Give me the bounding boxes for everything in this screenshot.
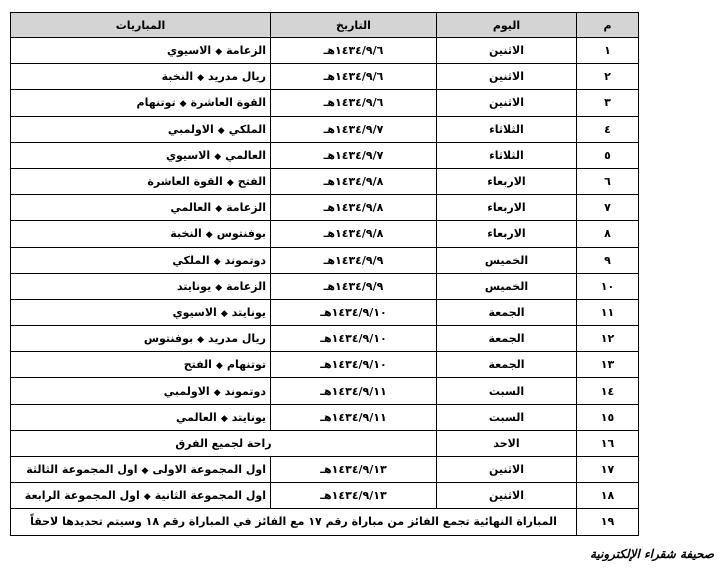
separator-icon: ◆ [214,151,222,162]
header-num: م [577,13,639,38]
team-b: اول المجموعة الثالثة [26,463,138,477]
row-date: ١٤٣٤/٩/٦هـ [271,64,437,90]
separator-icon: ◆ [226,178,234,189]
row-day: السبت [437,378,577,404]
table-row [11,247,639,273]
row-date: ١٤٣٤/٩/٩هـ [271,247,437,273]
header-date: التاريخ [271,13,437,38]
row-match [11,221,271,247]
row-num: ١ [577,38,639,64]
row-date: ١٤٣٤/٩/١١هـ [271,404,437,430]
row-day: الاثنين [437,38,577,64]
team-a: ريال مدريد [208,70,266,84]
table-row [11,90,639,116]
row-match [11,326,271,352]
row-day: الجمعة [437,326,577,352]
separator-icon: ◆ [215,361,223,372]
header-day: اليوم [437,13,577,38]
team-a: دوتموند [224,384,266,398]
row-num: ١٨ [577,483,639,509]
row-day: الاثنين [437,64,577,90]
special-rows [11,430,639,535]
team-b: العالمي [175,410,217,424]
row-date: ١٤٣٤/٩/٨هـ [271,168,437,194]
separator-icon: ◆ [220,308,228,319]
row-match [11,64,271,90]
row-day: الخميس [437,247,577,273]
row-match [11,195,271,221]
row-day: الخميس [437,273,577,299]
table-row [11,430,639,456]
row-num: ٦ [577,168,639,194]
row-date: ١٤٣٤/٩/٨هـ [271,195,437,221]
row-date: ١٤٣٤/٩/٩هـ [271,273,437,299]
table-row [11,299,639,325]
row-num: ٥ [577,142,639,168]
team-b: توتنهام [136,96,176,110]
row-num: ١٦ [577,430,639,456]
row-num: ٩ [577,247,639,273]
table-row [11,168,639,194]
team-a: دوتموند [224,253,266,267]
team-b: النخبة [161,70,194,84]
table-row [11,142,639,168]
separator-icon: ◆ [141,466,149,477]
team-a: الملكي [228,122,266,136]
row-num: ٨ [577,221,639,247]
row-day: الاحد [437,430,577,456]
row-day: الاثنين [437,457,577,483]
row-day: الاربعاء [437,168,577,194]
team-b: الاسيوي [166,44,212,58]
separator-icon: ◆ [179,99,187,110]
row-num: ٣ [577,90,639,116]
separator-icon: ◆ [220,413,228,424]
team-a: يونايتد [231,410,266,424]
separator-icon: ◆ [215,47,223,58]
table-row [11,483,639,509]
row-date: ١٤٣٤/٩/٧هـ [271,116,437,142]
table-row [11,64,639,90]
row-match [11,378,271,404]
team-b: يونايتد [176,279,212,293]
separator-icon: ◆ [205,230,213,241]
team-b: الملكي [172,253,210,267]
team-b: اول المجموعة الرابعة [24,489,140,503]
row-day: الاثنين [437,90,577,116]
row-day: الاربعاء [437,221,577,247]
separator-icon: ◆ [197,335,205,346]
row-date: ١٤٣٤/٩/١١هـ [271,378,437,404]
table-row [11,509,639,535]
row-date: ١٤٣٤/٩/٨هـ [271,221,437,247]
row-date: ١٤٣٤/٩/١٣هـ [271,457,437,483]
row-match [11,142,271,168]
row-date: ١٤٣٤/٩/١٠هـ [271,352,437,378]
row-match [11,273,271,299]
team-a: اول المجموعة الاولى [152,463,266,477]
team-a: القوة العاشرة [190,96,266,110]
table-body [11,38,639,431]
team-a: بوفنتوس [216,227,266,241]
row-num: ١٥ [577,404,639,430]
team-a: ريال مدريد [208,332,266,346]
table-row [11,326,639,352]
team-b: العالمي [170,201,212,215]
row-num: ١٤ [577,378,639,404]
row-match [11,404,271,430]
team-b: النخبة [170,227,202,241]
table-row [11,457,639,483]
row-num: ١٩ [577,509,639,535]
separator-icon: ◆ [217,125,225,136]
team-b: القوة العاشرة [147,175,223,189]
separator-icon: ◆ [213,387,221,398]
separator-icon: ◆ [213,256,221,267]
row-num: ٧ [577,195,639,221]
separator-icon: ◆ [215,204,223,215]
row-num: ٤ [577,116,639,142]
table-row [11,273,639,299]
header-row [11,13,639,38]
row-day: الاربعاء [437,195,577,221]
header-matches: المباريات [11,13,271,38]
team-a: العالمي [225,148,266,162]
schedule-table [10,12,639,536]
footer-credit: صحيفة شقراء الإلكترونية [589,547,714,561]
row-match [11,168,271,194]
row-date: ١٤٣٤/٩/١٠هـ [271,326,437,352]
team-b: الاولمبي [163,384,210,398]
row-match [11,299,271,325]
team-b: الاولمبي [167,122,214,136]
row-match [11,247,271,273]
row-day: الثلاثاء [437,142,577,168]
row-date: ١٤٣٤/٩/٦هـ [271,90,437,116]
team-a: الزعامة [226,44,266,58]
row-match [11,38,271,64]
table-row [11,221,639,247]
row-num: ١١ [577,299,639,325]
separator-icon: ◆ [215,282,223,293]
row-num: ٢ [577,64,639,90]
team-a: يونايتد [231,305,266,319]
row-match [11,116,271,142]
row-match [11,90,271,116]
row-day: السبت [437,404,577,430]
row-day: الاثنين [437,483,577,509]
table-row [11,38,639,64]
separator-icon: ◆ [143,492,151,503]
row-match [11,483,271,509]
row-num: ١٢ [577,326,639,352]
table-row [11,195,639,221]
row-date: ١٤٣٤/٩/١٠هـ [271,299,437,325]
separator-icon: ◆ [197,73,205,84]
team-a: الفتح [237,175,266,189]
team-a: الزعامة [226,279,266,293]
team-a: اول المجموعة الثانية [154,489,266,503]
team-b: الاسيوي [172,305,217,319]
row-num: ١٧ [577,457,639,483]
row-num: ١٠ [577,273,639,299]
table-row [11,378,639,404]
row-day: الثلاثاء [437,116,577,142]
table-row [11,352,639,378]
team-b: الفتح [183,358,212,372]
row-day: الجمعة [437,299,577,325]
final-match-note: المباراة النهائية تجمع الفائز من مباراة رقم ١٧ مع الفائز في المباراة رقم ١٨ وسيتم تحديدها لاحقاً [11,509,577,535]
row-date: ١٤٣٤/٩/٦هـ [271,38,437,64]
team-a: الزعامة [226,201,266,215]
row-num: ١٣ [577,352,639,378]
table-row [11,404,639,430]
row-date: ١٤٣٤/٩/١٣هـ [271,483,437,509]
rest-day-note: راحة لجميع الفرق [11,430,437,456]
table-row [11,116,639,142]
team-b: بوفنتوس [143,332,194,346]
row-match [11,457,271,483]
row-date: ١٤٣٤/٩/٧هـ [271,142,437,168]
team-b: الاسيوي [165,148,211,162]
row-day: الجمعة [437,352,577,378]
row-match [11,352,271,378]
team-a: توتنهام [226,358,266,372]
